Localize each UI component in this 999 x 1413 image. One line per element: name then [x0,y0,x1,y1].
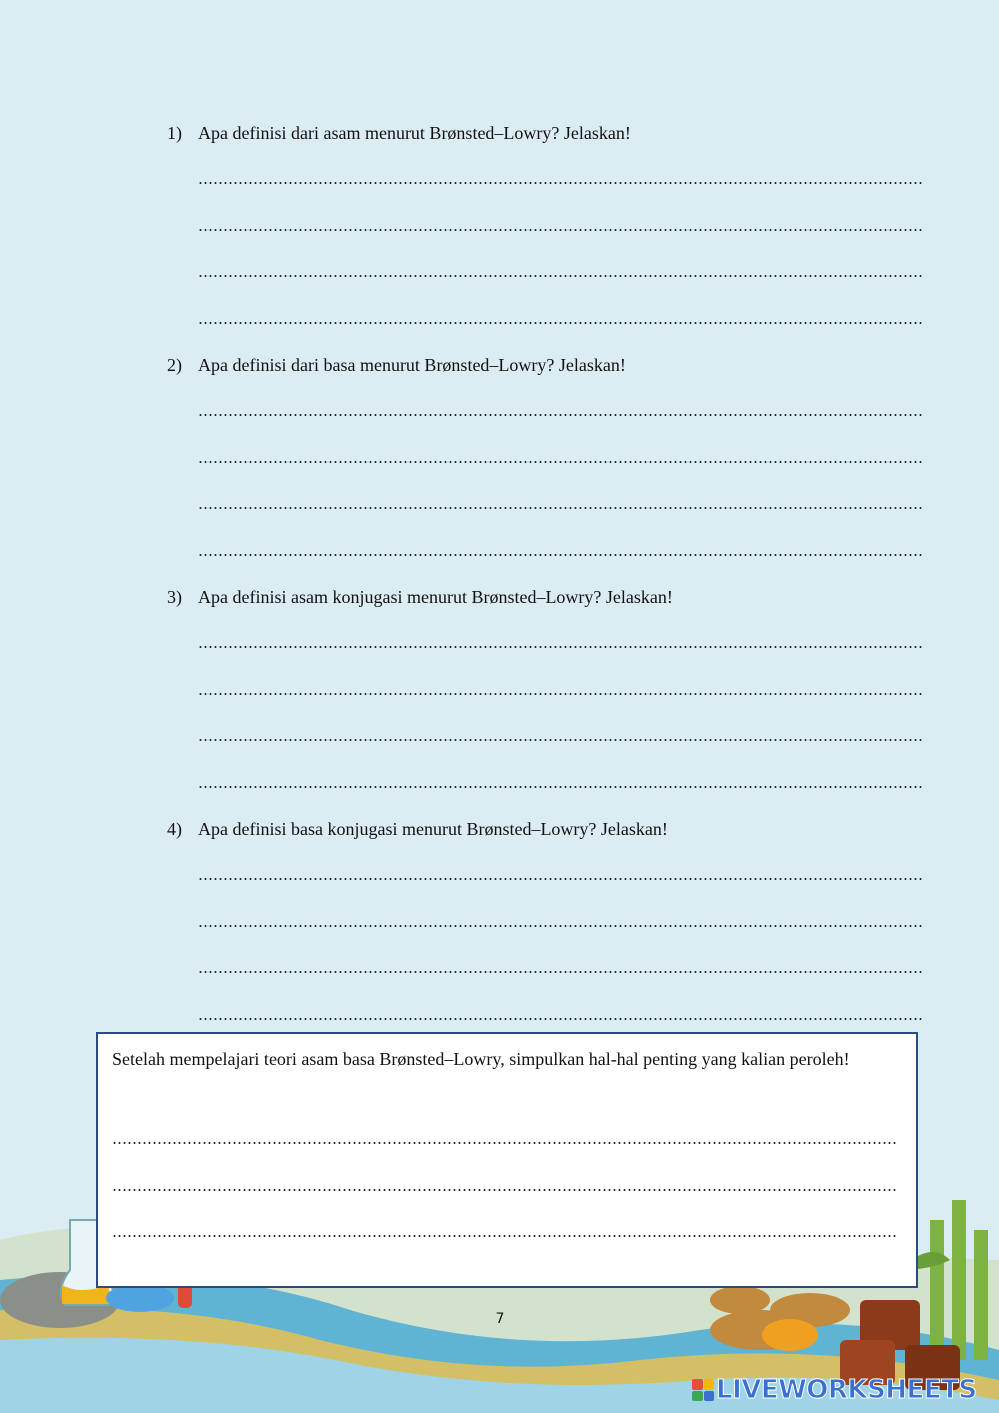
answer-line[interactable] [198,228,922,232]
question-number: 2) [167,355,182,375]
summary-box [96,1032,918,1288]
page-number: 7 [495,1311,505,1327]
answer-line[interactable] [198,460,922,464]
answer-line[interactable] [198,785,922,789]
answer-line[interactable] [198,1017,922,1021]
answer-line[interactable] [112,1234,896,1238]
answer-line[interactable] [198,970,922,974]
answer-line[interactable] [198,692,922,696]
question-3 [167,585,927,609]
question-number: 4) [167,819,182,839]
answer-line[interactable] [198,738,922,742]
answer-line[interactable] [198,181,922,185]
question-number: 1) [167,123,182,143]
answer-line[interactable] [198,321,922,325]
liveworksheets-logo [692,1374,977,1406]
question-text: Apa definisi dari asam menurut Brønsted–Lowry? Jelaskan! [198,123,631,143]
question-text: Apa definisi dari basa menurut Brønsted–Lowry? Jelaskan! [198,355,626,375]
answer-line[interactable] [198,413,922,417]
question-1 [167,121,927,145]
answer-line[interactable] [112,1141,896,1145]
question-text: Apa definisi basa konjugasi menurut Brønsted–Lowry? Jelaskan! [198,819,668,839]
logo-icon [692,1379,714,1401]
question-text: Apa definisi asam konjugasi menurut Brønsted–Lowry? Jelaskan! [198,587,673,607]
answer-line[interactable] [198,506,922,510]
answer-line[interactable] [198,274,922,278]
answer-line[interactable] [198,645,922,649]
answer-line[interactable] [112,1188,896,1192]
answer-line[interactable] [198,553,922,557]
question-4 [167,817,927,841]
summary-prompt: Setelah mempelajari teori asam basa Brønsted–Lowry, simpulkan hal-hal penting yang kalian peroleh! [112,1049,850,1069]
answer-line[interactable] [198,924,922,928]
question-number: 3) [167,587,182,607]
logo-text: LIVEWORKSHEETS [716,1375,977,1405]
answer-line[interactable] [198,877,922,881]
question-2 [167,353,927,377]
